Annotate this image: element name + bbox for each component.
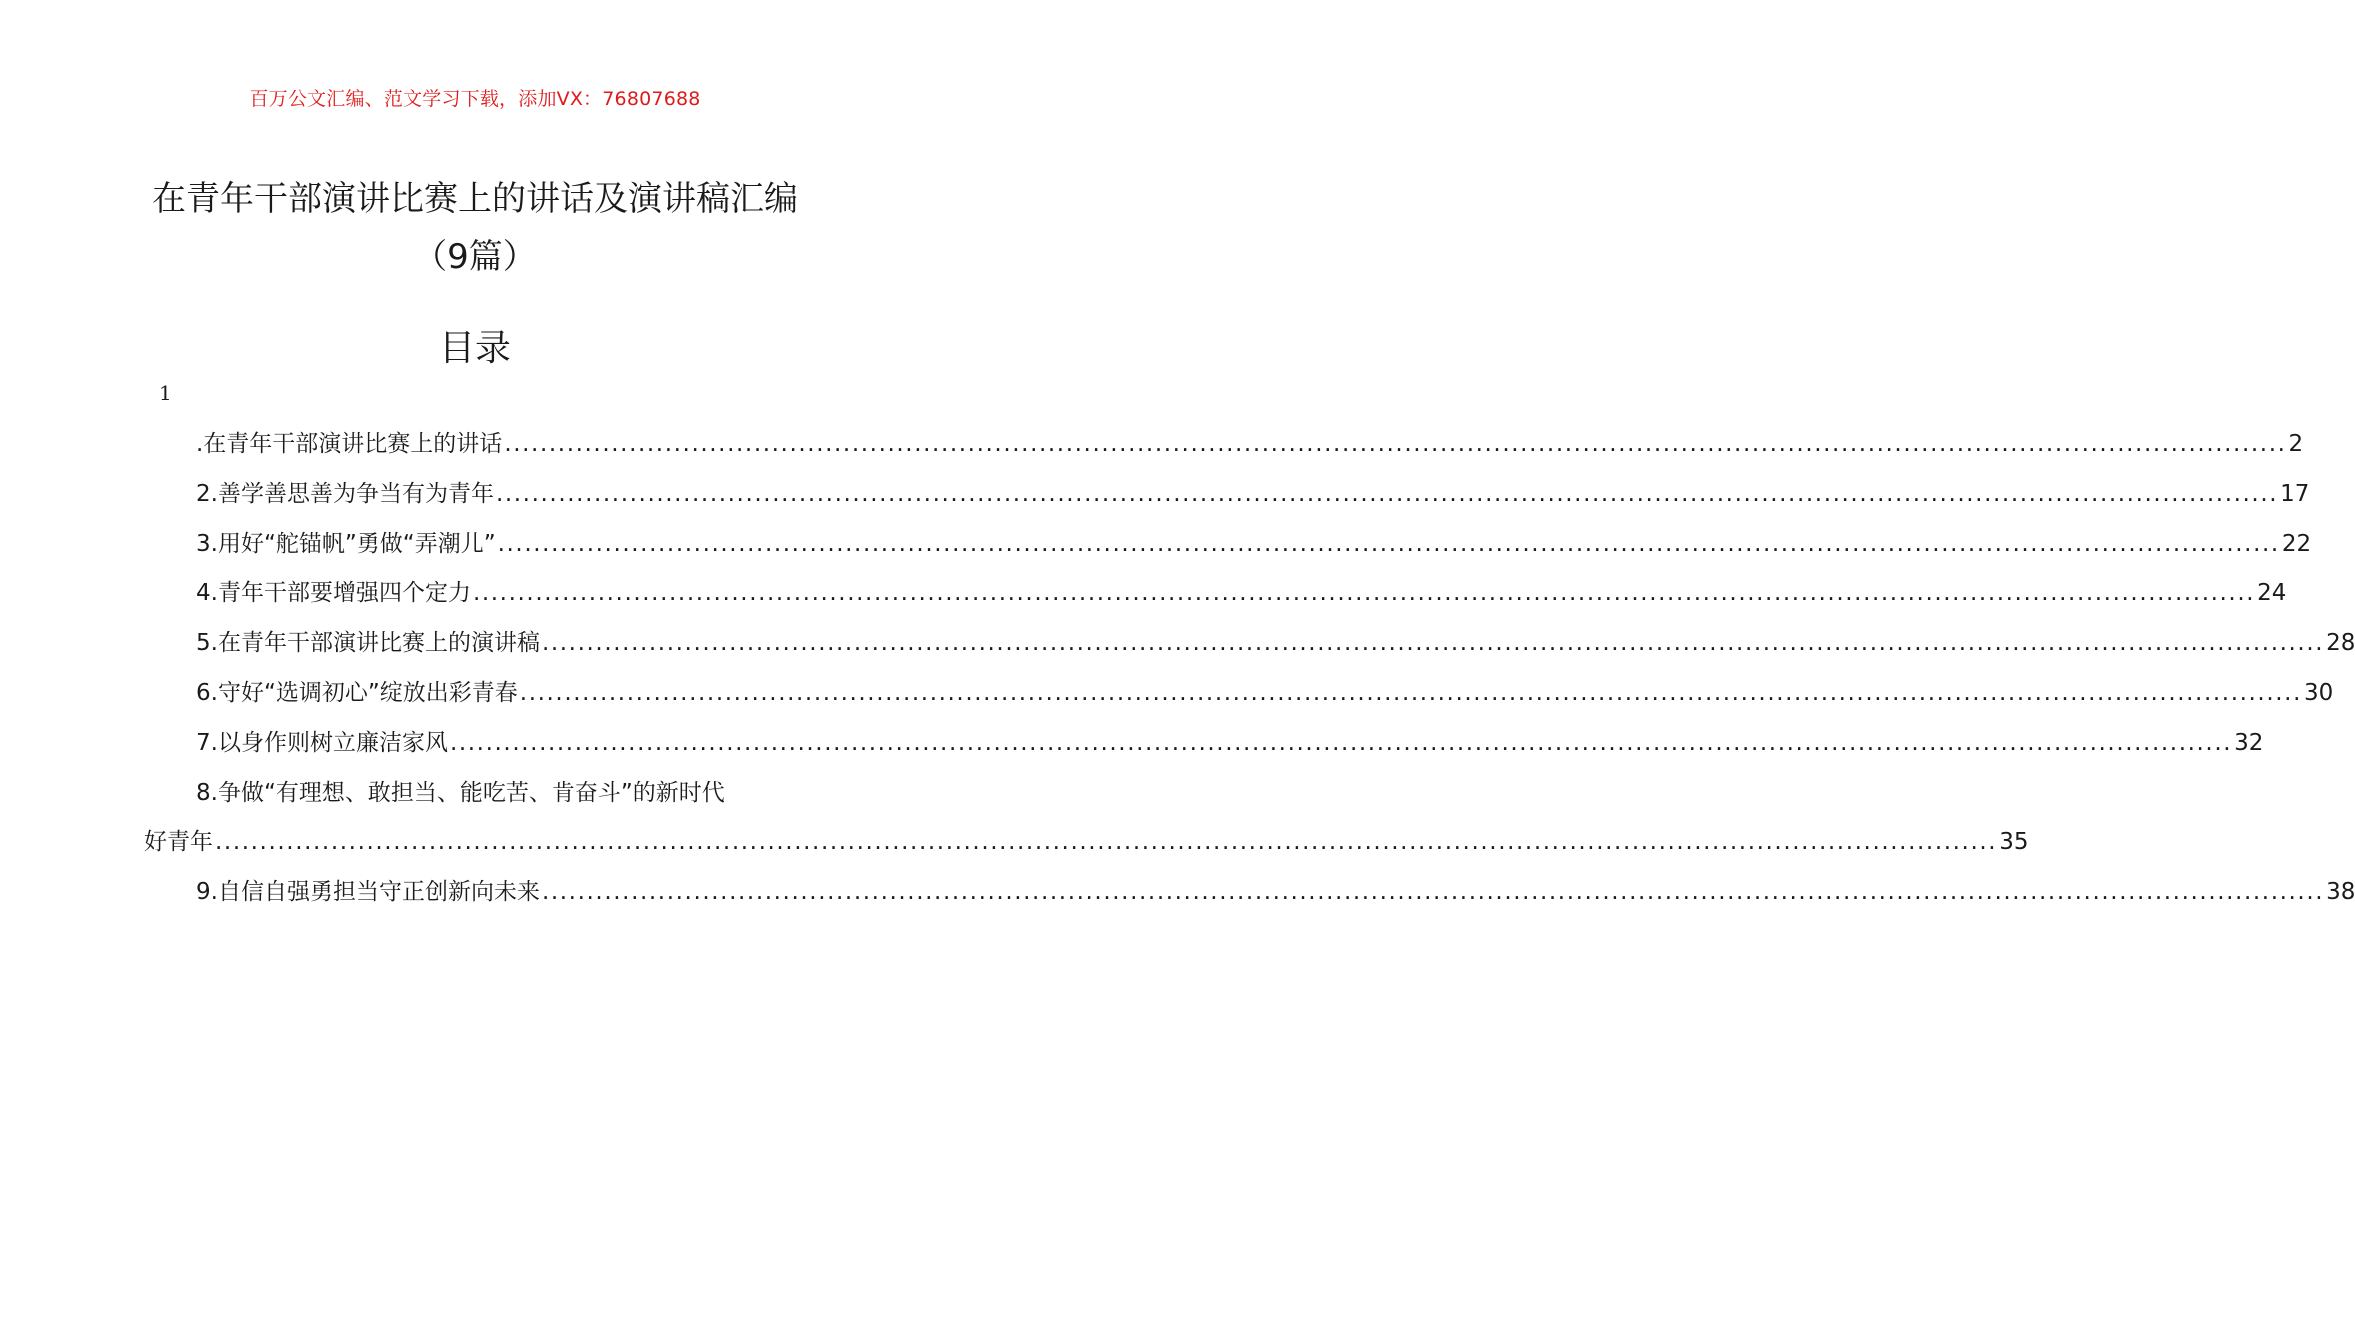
toc-heading: 目录 bbox=[438, 328, 511, 369]
toc-entry-label: 好青年 bbox=[144, 829, 213, 856]
toc-entry-page: 22 bbox=[2281, 530, 2312, 557]
toc-entry-3[interactable] bbox=[144, 520, 2312, 570]
toc-entry-label: 6.守好“选调初心”绽放出彩青春 bbox=[196, 679, 518, 706]
toc-entry-page: 30 bbox=[2304, 679, 2334, 706]
toc-entry-label: 2.善学善思善为争当有为青年 bbox=[196, 480, 494, 507]
toc-leader-dots: ........................................................................................................................................................................................................ bbox=[541, 630, 2325, 657]
toc-entry-label: 8.争做“有理想、敢担当、能吃苦、肯奋斗”的新时代 bbox=[196, 779, 725, 806]
toc-entry-label: .在青年干部演讲比赛上的讲话 bbox=[196, 431, 503, 457]
toc-entry-page: 38 bbox=[2326, 879, 2355, 906]
toc-leader-dots: ........................................................................................................................................................................................................ bbox=[541, 879, 2325, 906]
toc-entry-7[interactable] bbox=[144, 719, 2264, 769]
toc-list bbox=[144, 420, 2355, 918]
toc-entry-label: 9.自信自强勇担当守正创新向未来 bbox=[196, 879, 540, 906]
toc-entry-page: 35 bbox=[1999, 829, 2029, 856]
toc-leader-dots: ........................................................................................................................................................................................................ bbox=[504, 431, 2287, 457]
toc-entry-page: 24 bbox=[2257, 580, 2287, 607]
toc-leader-dots: ........................................................................................................................................................................................................ bbox=[497, 530, 2280, 557]
toc-entry-5[interactable] bbox=[144, 619, 2355, 669]
stray-number: 1 bbox=[159, 381, 172, 405]
toc-leader-dots: ........................................................................................................................................................................................................ bbox=[215, 829, 1998, 856]
toc-entry-label: 3.用好“舵锚帆”勇做“弄潮儿” bbox=[196, 530, 496, 557]
toc-entry-page: 17 bbox=[2280, 480, 2310, 507]
header-note: 百万公文汇编、范文学习下载，添加VX：76807688 bbox=[249, 88, 701, 110]
toc-entry-1[interactable] bbox=[144, 420, 2304, 470]
document-title: 在青年干部演讲比赛上的讲话及演讲稿汇编（9篇） bbox=[152, 179, 798, 277]
toc-leader-dots: ........................................................................................................................................................................................................ bbox=[472, 580, 2256, 607]
toc-entry-page: 2 bbox=[2288, 431, 2304, 457]
toc-entry-2[interactable] bbox=[144, 470, 2310, 520]
toc-entry-6[interactable] bbox=[144, 669, 2334, 719]
toc-leader-dots: ........................................................................................................................................................................................................ bbox=[495, 480, 2279, 507]
toc-leader-dots: ........................................................................................................................................................................................................ bbox=[519, 679, 2302, 706]
toc-entry-label: 7.以身作则树立廉洁家风 bbox=[196, 729, 448, 756]
toc-entry-page: 32 bbox=[2234, 729, 2264, 756]
toc-entry-label: 5.在青年干部演讲比赛上的演讲稿 bbox=[196, 630, 540, 657]
toc-entry-9[interactable] bbox=[144, 868, 2355, 918]
toc-entry-page: 28 bbox=[2326, 630, 2355, 657]
toc-entry-label: 4.青年干部要增强四个定力 bbox=[196, 580, 471, 607]
toc-entry-4[interactable] bbox=[144, 569, 2287, 619]
toc-leader-dots: ........................................................................................................................................................................................................ bbox=[449, 729, 2233, 756]
toc-entry-8-line1[interactable] bbox=[144, 769, 808, 819]
toc-entry-8-line2[interactable] bbox=[144, 818, 2029, 868]
